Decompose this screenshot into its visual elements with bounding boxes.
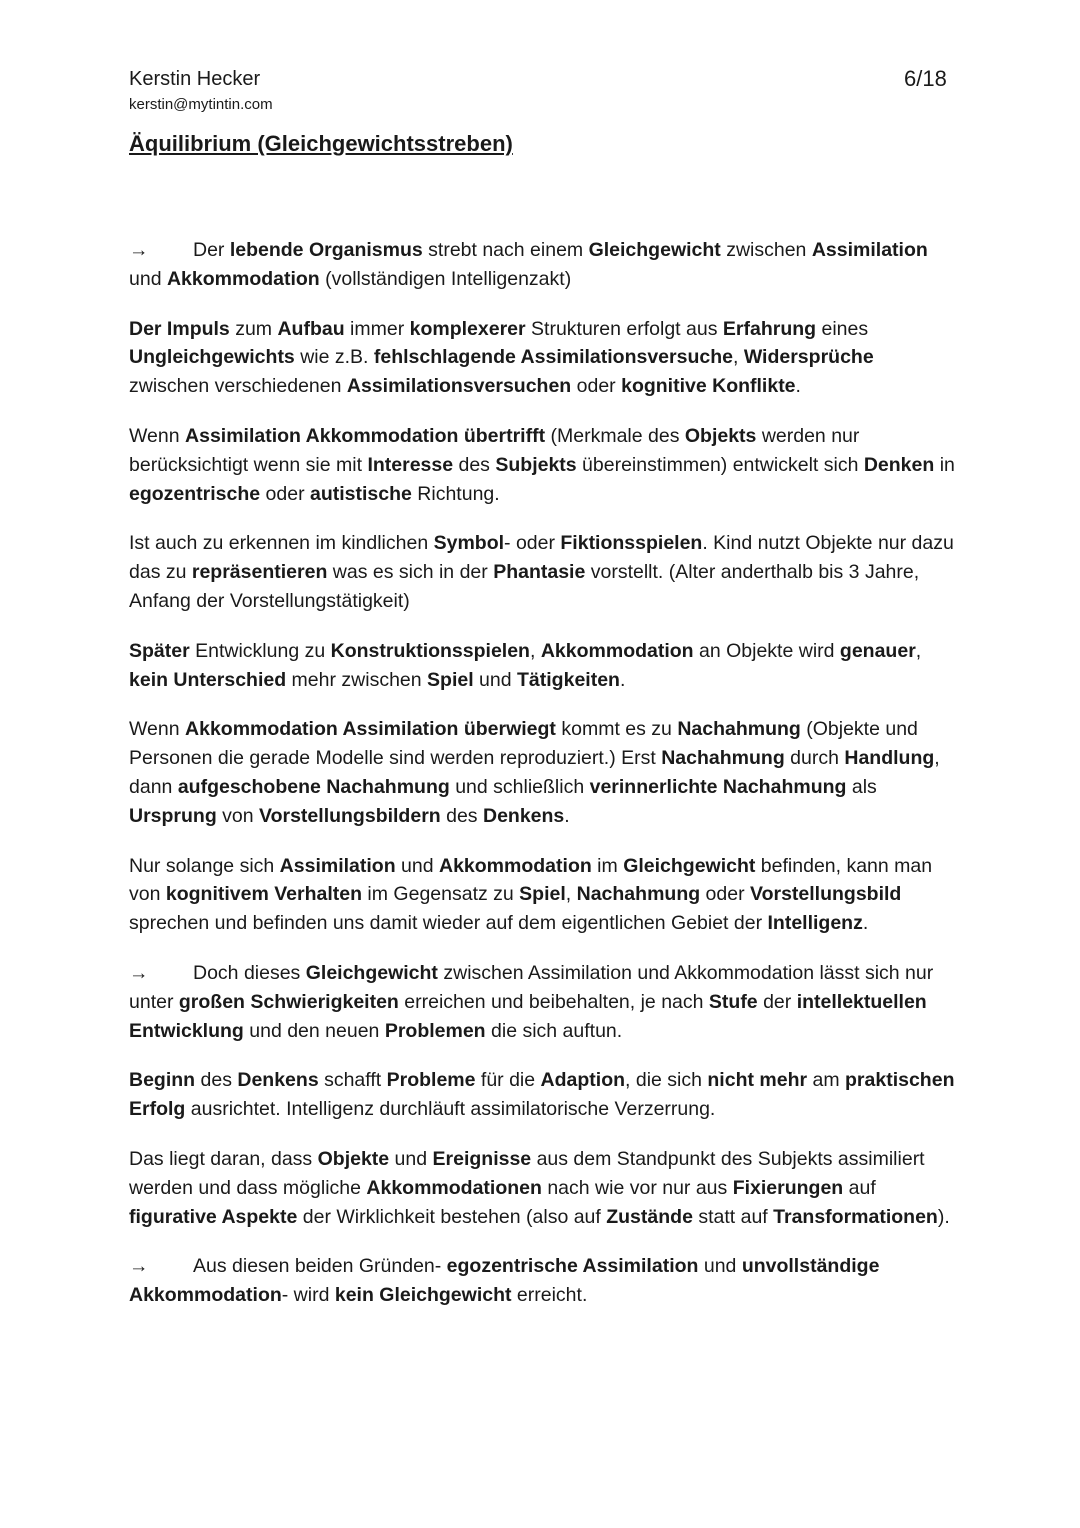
bold-term: Akkommodation xyxy=(540,639,694,662)
bold-term: Nachahmung xyxy=(576,883,701,906)
bold-term: nicht mehr xyxy=(707,1069,808,1092)
bold-term: repräsentieren xyxy=(191,561,328,584)
bold-term: Assimilation xyxy=(279,854,396,877)
text-segment: für die xyxy=(475,1069,541,1092)
text-segment: , xyxy=(565,883,577,906)
paragraph xyxy=(129,1252,959,1310)
text-segment: . xyxy=(862,912,869,935)
arrow-right-icon: → xyxy=(129,961,149,984)
text-segment: als xyxy=(846,775,877,798)
bold-term: verinnerlichte Nachahmung xyxy=(589,775,847,798)
text-segment: die sich auftun. xyxy=(485,1019,623,1042)
bold-term: Gleichgewicht xyxy=(305,961,438,984)
bold-term: kognitive Konflikte xyxy=(621,375,796,398)
bold-term: Gleichgewicht xyxy=(623,854,756,877)
text-segment: Strukturen erfolgt aus xyxy=(525,317,723,340)
text-segment: und xyxy=(473,668,518,691)
text-segment: - wird xyxy=(281,1284,335,1307)
text-segment: sprechen und befinden uns damit wieder auf dem eigentlichen Gebiet der xyxy=(129,912,768,935)
bold-term: Aufbau xyxy=(277,317,345,340)
bold-term: Erfahrung xyxy=(722,317,817,340)
text-segment: Entwicklung zu xyxy=(189,639,331,662)
text-segment: Der xyxy=(193,239,230,261)
bold-term: Ereignisse xyxy=(432,1147,532,1170)
bold-term: autistische xyxy=(310,482,412,505)
bold-term: Vorstellungsbild xyxy=(750,883,902,906)
bold-term: Fixierungen xyxy=(732,1176,844,1199)
bold-term: Spiel xyxy=(427,668,474,691)
text-segment: , xyxy=(915,639,922,662)
bold-term: Assimilation Akkommodation übertrifft xyxy=(185,424,546,447)
text-segment: zwischen verschiedenen xyxy=(129,375,347,398)
text-segment: zwischen xyxy=(720,239,812,261)
text-segment: der Wirklichkeit bestehen (also auf xyxy=(297,1205,607,1228)
paragraph xyxy=(129,637,959,695)
text-segment: zwischen Assimilation und Akkommodation lässt sich nur unter xyxy=(129,961,934,1013)
text-segment: auf xyxy=(843,1176,876,1199)
text-segment: kommt es zu xyxy=(555,718,678,741)
text-segment: und xyxy=(129,267,167,290)
text-segment: übereinstimmen) entwickelt sich xyxy=(576,453,864,476)
text-segment: und den neuen xyxy=(243,1019,385,1042)
paragraph xyxy=(129,715,959,830)
paragraph xyxy=(129,529,959,615)
text-segment: an Objekte wird xyxy=(693,639,840,662)
text-segment: immer xyxy=(344,317,410,340)
bold-term: Akkommodationen xyxy=(366,1176,542,1199)
text-segment: vorstellt. (Alter anderthalb bis 3 Jahre, Anfang der Vorstellungstätigkeit) xyxy=(129,561,920,612)
bold-term: fehlschlagende Assimilationsversuche xyxy=(373,346,733,369)
text-segment: im Gegensatz zu xyxy=(362,883,520,906)
text-segment: Wenn xyxy=(129,424,186,447)
text-segment: mehr zwischen xyxy=(286,668,428,691)
bold-term: Beginn xyxy=(129,1069,196,1092)
bold-term: Subjekts xyxy=(495,453,577,476)
paragraph xyxy=(129,1145,959,1231)
bold-term: lebende Organismus xyxy=(229,239,423,261)
text-segment: oder xyxy=(571,375,622,398)
arrow-right-icon: → xyxy=(129,239,149,261)
text-segment: , die sich xyxy=(625,1069,708,1092)
text-segment: zum xyxy=(229,317,278,340)
text-segment: und xyxy=(395,854,439,877)
text-segment: . Kind nutzt Objekte nur dazu das zu xyxy=(129,532,954,584)
text-segment: strebt nach einem xyxy=(422,239,589,261)
text-segment: des xyxy=(195,1069,238,1092)
paragraph xyxy=(129,1066,959,1124)
bold-term: Gleichgewicht xyxy=(588,239,721,261)
text-segment: Richtung. xyxy=(411,482,500,505)
bold-term: Interesse xyxy=(367,453,454,476)
text-segment: - oder xyxy=(504,532,561,555)
text-segment: oder xyxy=(260,482,310,505)
bold-term: Nachahmung xyxy=(661,747,785,770)
bold-term: Assimilation xyxy=(811,239,928,261)
paragraph xyxy=(129,852,959,938)
bold-term: Phantasie xyxy=(493,561,586,584)
bold-term: Der Impuls xyxy=(129,317,230,340)
text-segment: der xyxy=(757,990,797,1013)
text-segment: Wenn xyxy=(129,718,186,741)
text-segment: des xyxy=(440,804,483,827)
text-segment: werden nur berücksichtigt wenn sie mit xyxy=(129,424,860,476)
body-text xyxy=(129,236,959,1331)
bold-term: Akkommodation xyxy=(439,854,592,877)
bold-term: Assimilationsversuchen xyxy=(346,375,572,398)
text-segment: und schließlich xyxy=(449,775,590,798)
text-segment: , xyxy=(732,346,744,369)
bold-term: großen Schwierigkeiten xyxy=(178,990,399,1013)
bold-term: genauer xyxy=(839,639,916,662)
text-segment: . xyxy=(619,668,626,691)
bold-term: unvollständige Akkommodation xyxy=(129,1255,880,1307)
bold-term: kognitivem Verhalten xyxy=(165,883,363,906)
bold-term: Nachahmung xyxy=(677,718,801,741)
bold-term: Konstruktionsspielen xyxy=(330,639,530,662)
paragraph xyxy=(129,959,959,1045)
bold-term: intellektuellen Entwicklung xyxy=(129,990,927,1042)
arrow-right-icon: → xyxy=(129,1255,149,1278)
text-segment: und xyxy=(698,1255,742,1278)
bold-term: Intelligenz xyxy=(767,912,863,935)
text-segment: Doch dieses xyxy=(193,961,306,984)
bold-term: Problemen xyxy=(384,1019,486,1042)
bold-term: Denken xyxy=(863,453,935,476)
bold-term: Objekts xyxy=(684,424,757,447)
bold-term: Handlung xyxy=(844,747,935,770)
text-segment: wie z.B. xyxy=(294,346,374,369)
text-segment: eines xyxy=(816,317,869,340)
text-segment: Das liegt daran, dass xyxy=(129,1147,318,1170)
text-segment: erreicht. xyxy=(511,1284,588,1307)
paragraph xyxy=(129,236,959,294)
bold-term: egozentrische xyxy=(129,482,261,505)
text-segment: (Objekte und Personen die gerade Modelle sind werden reproduziert.) Erst xyxy=(129,718,918,770)
bold-term: Fiktionsspielen xyxy=(560,532,703,555)
text-segment: was es sich in der xyxy=(327,561,494,584)
bold-term: Transformationen xyxy=(773,1205,938,1228)
bold-term: aufgeschobene Nachahmung xyxy=(177,775,450,798)
text-segment: , dann xyxy=(129,747,940,798)
paragraph xyxy=(129,315,959,401)
section-title: Äquilibrium (Gleichgewichtsstreben) xyxy=(129,131,513,156)
text-segment: von xyxy=(216,804,260,827)
author-name: Kerstin Hecker xyxy=(129,68,261,90)
text-segment: durch xyxy=(784,747,845,770)
bold-term: Ursprung xyxy=(129,804,217,827)
bold-term: Symbol xyxy=(433,532,505,555)
text-segment: Ist auch zu erkennen im kindlichen xyxy=(129,532,434,555)
bold-term: Widersprüche xyxy=(743,346,874,369)
text-segment: , xyxy=(529,639,541,662)
paragraph xyxy=(129,422,959,508)
text-segment: des xyxy=(453,453,496,476)
bold-term: Probleme xyxy=(386,1069,476,1092)
bold-term: figurative Aspekte xyxy=(129,1205,298,1228)
bold-term: Denkens xyxy=(237,1069,319,1092)
author-email: kerstin@mytintin.com xyxy=(129,96,273,113)
text-segment: befinden, kann man von xyxy=(129,854,933,906)
bold-term: Vorstellungsbildern xyxy=(259,804,441,827)
text-segment: nach wie vor nur aus xyxy=(541,1176,733,1199)
text-segment: (Merkmale des xyxy=(545,424,685,447)
text-segment: ausrichtet. Intelligenz durchläuft assimilatorische Verzerrung. xyxy=(185,1098,716,1121)
text-segment: schafft xyxy=(318,1069,387,1092)
bold-term: Akkommodation xyxy=(166,267,320,290)
bold-term: Akkommodation Assimilation überwiegt xyxy=(185,718,556,741)
bold-term: Objekte xyxy=(317,1147,390,1170)
bold-term: Stufe xyxy=(708,990,758,1013)
bold-term: Adaption xyxy=(540,1069,626,1092)
text-segment: am xyxy=(807,1069,846,1092)
text-segment: erreichen und beibehalten, je nach xyxy=(398,990,709,1013)
text-segment: Aus diesen beiden Gründen- xyxy=(193,1255,447,1278)
text-segment: ). xyxy=(937,1205,950,1228)
bold-term: kein Unterschied xyxy=(129,668,287,691)
text-segment: (vollständigen Intelligenzakt) xyxy=(319,267,572,290)
text-segment: Nur solange sich xyxy=(129,854,280,877)
bold-term: Ungleichgewichts xyxy=(129,346,295,369)
bold-term: kein Gleichgewicht xyxy=(334,1284,512,1307)
text-segment: im xyxy=(591,854,624,877)
bold-term: komplexerer xyxy=(409,317,526,340)
bold-term: Später xyxy=(129,639,190,662)
page-number: 6/18 xyxy=(904,66,947,91)
bold-term: Spiel xyxy=(519,883,566,906)
bold-term: egozentrische Assimilation xyxy=(446,1255,699,1278)
text-segment: . xyxy=(564,804,570,827)
text-segment: statt auf xyxy=(692,1205,774,1228)
bold-term: Zustände xyxy=(606,1205,693,1228)
text-segment: aus dem Standpunkt des Subjekts assimiliert werden und dass mögliche xyxy=(129,1147,925,1199)
bold-term: Tätigkeiten xyxy=(517,668,620,691)
text-segment: und xyxy=(389,1147,433,1170)
bold-term: praktischen Erfolg xyxy=(129,1069,955,1121)
text-segment: oder xyxy=(700,883,751,906)
text-segment: . xyxy=(795,375,801,398)
bold-term: Denkens xyxy=(482,804,565,827)
text-segment: in xyxy=(934,453,955,476)
